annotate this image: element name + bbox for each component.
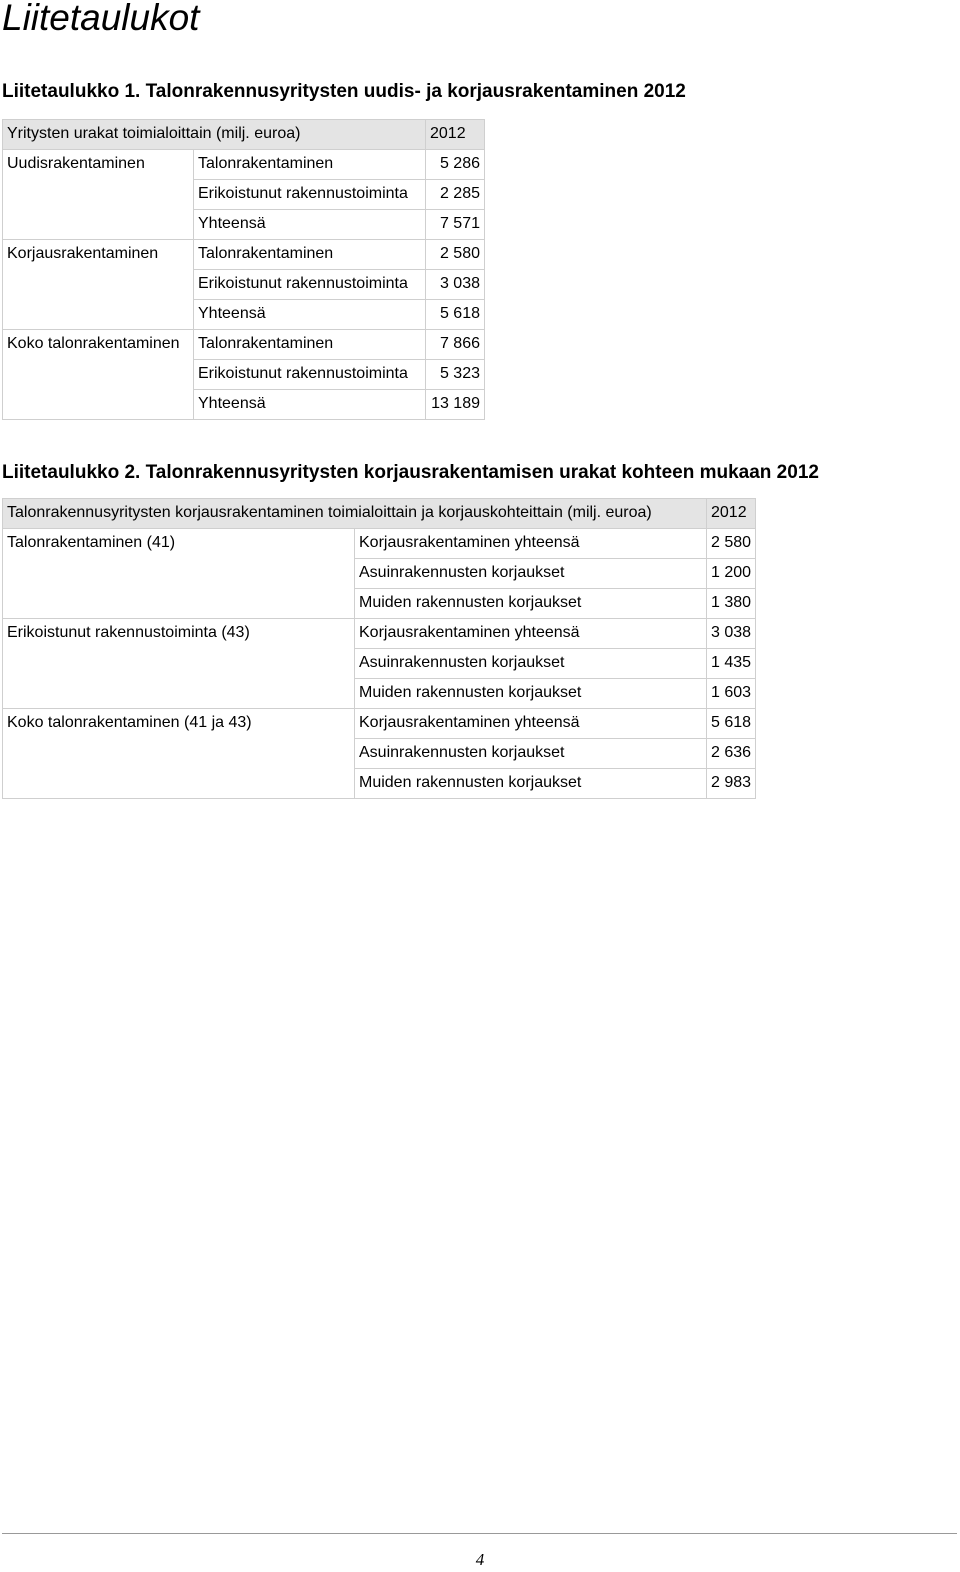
table-1-body xyxy=(3,150,485,420)
row-item: Korjausrakentaminen yhteensä xyxy=(355,529,707,559)
row-value: 1 380 xyxy=(707,589,756,619)
row-item: Erikoistunut rakennustoiminta xyxy=(194,180,426,210)
row-value: 7 866 xyxy=(426,330,485,360)
row-item: Talonrakentaminen xyxy=(194,150,426,180)
group-label: Koko talonrakentaminen xyxy=(3,330,194,420)
table-header-year: 2012 xyxy=(707,499,756,529)
row-item: Yhteensä xyxy=(194,390,426,420)
table-1 xyxy=(2,119,485,420)
group-label: Talonrakentaminen (41) xyxy=(3,529,355,619)
table-1-caption: Liitetaulukko 1. Talonrakennusyritysten uudis- ja korjausrakentaminen 2012 xyxy=(2,81,686,102)
row-item: Talonrakentaminen xyxy=(194,240,426,270)
page-title: Liitetaulukot xyxy=(2,0,200,38)
table-row xyxy=(3,709,756,739)
row-item: Asuinrakennusten korjaukset xyxy=(355,739,707,769)
table-2-caption: Liitetaulukko 2. Talonrakennusyritysten korjausrakentamisen urakat kohteen mukaan 2012 xyxy=(2,462,819,483)
row-value: 5 618 xyxy=(707,709,756,739)
table-header-label: Talonrakennusyritysten korjausrakentaminen toimialoittain ja korjauskohteittain (milj. euroa) xyxy=(3,499,707,529)
row-value: 3 038 xyxy=(707,619,756,649)
group-label: Korjausrakentaminen xyxy=(3,240,194,330)
row-value: 1 603 xyxy=(707,679,756,709)
row-value: 2 285 xyxy=(426,180,485,210)
table-2-body xyxy=(3,529,756,799)
table-row xyxy=(3,619,756,649)
row-item: Yhteensä xyxy=(194,210,426,240)
row-value: 2 983 xyxy=(707,769,756,799)
table-header-year: 2012 xyxy=(426,120,485,150)
row-value: 13 189 xyxy=(426,390,485,420)
row-value: 7 571 xyxy=(426,210,485,240)
table-header-row xyxy=(3,499,756,529)
table-header-row xyxy=(3,120,485,150)
row-item: Muiden rakennusten korjaukset xyxy=(355,589,707,619)
group-label: Erikoistunut rakennustoiminta (43) xyxy=(3,619,355,709)
row-item: Erikoistunut rakennustoiminta xyxy=(194,360,426,390)
footer-divider xyxy=(2,1533,957,1534)
row-value: 1 435 xyxy=(707,649,756,679)
row-value: 2 580 xyxy=(426,240,485,270)
row-value: 5 618 xyxy=(426,300,485,330)
table-row xyxy=(3,150,485,180)
row-item: Yhteensä xyxy=(194,300,426,330)
row-item: Muiden rakennusten korjaukset xyxy=(355,679,707,709)
row-value: 1 200 xyxy=(707,559,756,589)
row-item: Asuinrakennusten korjaukset xyxy=(355,559,707,589)
row-item: Asuinrakennusten korjaukset xyxy=(355,649,707,679)
table-2 xyxy=(2,498,756,799)
row-item: Erikoistunut rakennustoiminta xyxy=(194,270,426,300)
row-value: 2 636 xyxy=(707,739,756,769)
group-label: Uudisrakentaminen xyxy=(3,150,194,240)
row-item: Talonrakentaminen xyxy=(194,330,426,360)
row-value: 2 580 xyxy=(707,529,756,559)
table-row xyxy=(3,529,756,559)
row-value: 5 286 xyxy=(426,150,485,180)
row-item: Korjausrakentaminen yhteensä xyxy=(355,619,707,649)
row-value: 3 038 xyxy=(426,270,485,300)
row-value: 5 323 xyxy=(426,360,485,390)
group-label: Koko talonrakentaminen (41 ja 43) xyxy=(3,709,355,799)
page-number: 4 xyxy=(475,1550,485,1569)
table-header-label: Yritysten urakat toimialoittain (milj. euroa) xyxy=(3,120,426,150)
row-item: Muiden rakennusten korjaukset xyxy=(355,769,707,799)
table-row xyxy=(3,330,485,360)
table-row xyxy=(3,240,485,270)
row-item: Korjausrakentaminen yhteensä xyxy=(355,709,707,739)
